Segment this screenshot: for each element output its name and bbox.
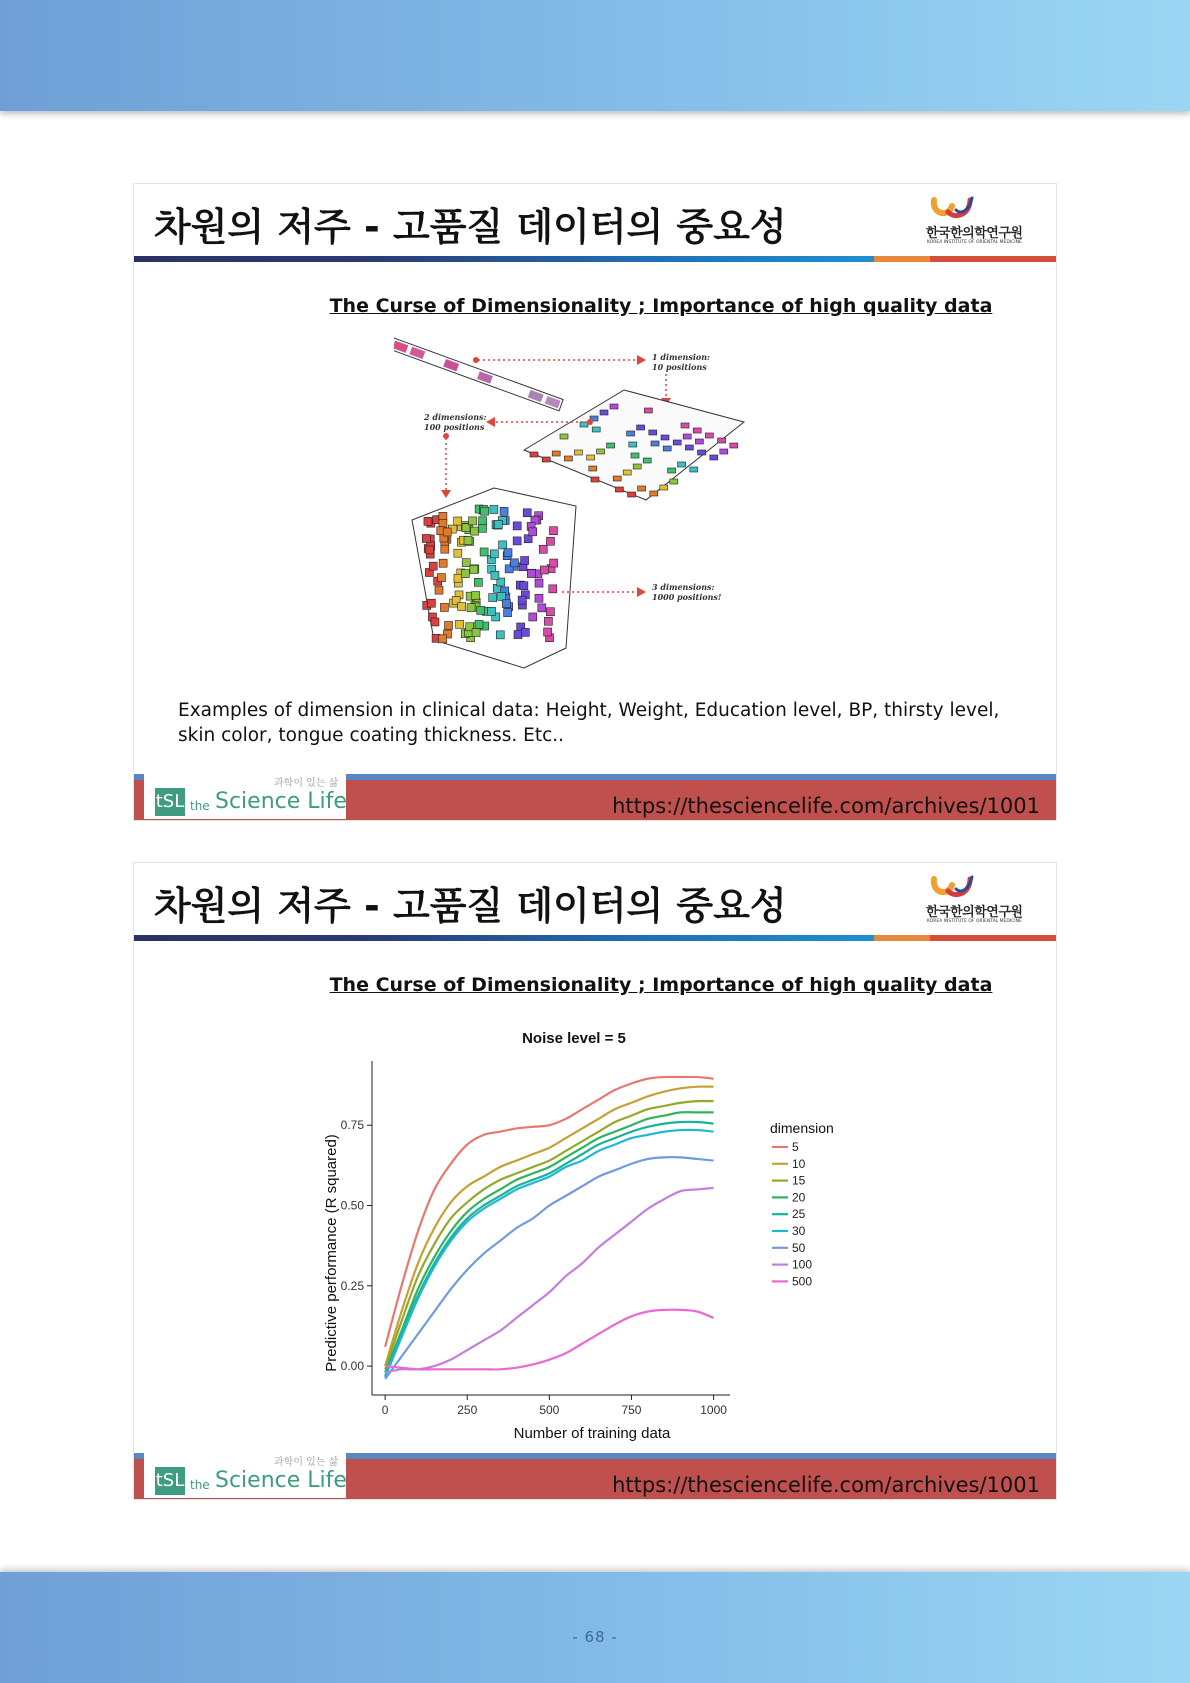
plate-cell [683, 434, 691, 439]
legend-label: 100 [792, 1257, 813, 1272]
cube-cell [454, 574, 462, 582]
cube-cell [513, 522, 521, 530]
slide-title: 차원의 저주 - 고품질 데이터의 중요성 [154, 884, 787, 928]
plate-cell [613, 476, 621, 481]
cube-cell [502, 600, 510, 608]
plate-cell [710, 455, 718, 460]
legend-label: 30 [792, 1224, 806, 1238]
cube-cell [481, 507, 489, 515]
plate-cell [542, 457, 550, 462]
cube-cell [500, 507, 508, 515]
legend-label: 5 [792, 1140, 799, 1154]
body-line-2: skin color, tongue coating thickness. Etc.. [178, 725, 565, 746]
plate-cell [644, 408, 652, 413]
cube-cell [477, 606, 485, 614]
cube-cell [488, 607, 496, 615]
cube-cell [479, 517, 487, 525]
cube-cell [470, 527, 478, 535]
legend-label: 500 [792, 1274, 813, 1289]
cube-cell [496, 631, 504, 639]
chart-title: Noise level = 5 [522, 1030, 626, 1047]
y-tick-label: 0.50 [340, 1198, 364, 1213]
plate-cell [610, 404, 618, 409]
noise-level-chart [314, 1023, 914, 1443]
plate-cell [670, 479, 678, 484]
series-line-15 [385, 1101, 713, 1369]
slide-2 [133, 862, 1057, 1500]
plate-cell [668, 468, 676, 473]
body-line-1: Examples of dimension in clinical data: Height, Weight, Education level, BP, thirsty level, [178, 700, 1000, 721]
plate-cell [718, 438, 726, 443]
cube-cell [504, 609, 512, 617]
cube-cell [546, 608, 554, 616]
svg-text:3 dimensions:: 3 dimensions: [652, 582, 715, 592]
cube-cell [540, 566, 548, 574]
slide-1 [133, 183, 1057, 821]
cube-cell [490, 505, 498, 513]
cube-cell [538, 604, 546, 612]
legend-label: 20 [792, 1190, 806, 1205]
slide-title: 차원의 저주 - 고품질 데이터의 중요성 [154, 205, 787, 249]
cube-cell [521, 557, 529, 565]
plate-cell [574, 450, 582, 455]
cube-cell [461, 570, 469, 578]
plate-cell [663, 446, 671, 451]
cube-cell [427, 599, 435, 607]
footer-url[interactable]: https://thesciencelife.com/archives/1001 [612, 1473, 1040, 1497]
svg-text:10 positions: 10 positions [652, 362, 707, 372]
cube-cell [424, 517, 432, 525]
plate-cell [638, 486, 646, 491]
logo-name: 한국한의학연구원 [926, 905, 1023, 920]
y-tick-label: 0.25 [340, 1278, 364, 1293]
plate-cell [661, 435, 669, 440]
cube-cell [431, 618, 439, 626]
cube-cell [454, 517, 462, 525]
kiom-logo-icon [926, 873, 986, 903]
kiom-logo [910, 194, 1040, 250]
cube-cell [475, 620, 483, 628]
cube-cell [458, 603, 466, 611]
cube-cell [456, 620, 464, 628]
plate-cell [552, 451, 560, 456]
science-life-logo: 과학이 있는 삶 tSL the Science Life [144, 772, 346, 819]
cube-cell [491, 571, 499, 579]
kiom-logo-icon [926, 194, 986, 224]
cube-cell [523, 509, 531, 517]
plate-cell [597, 449, 605, 454]
cube-cell [514, 631, 522, 639]
series-line-100 [385, 1188, 713, 1373]
cube-cell [426, 546, 434, 554]
plate-cell [627, 431, 635, 436]
plate-cell [678, 462, 686, 467]
page-number: - 68 - [572, 1628, 618, 1646]
footer-url[interactable]: https://thesciencelife.com/archives/1001 [612, 794, 1040, 818]
cube-cell [544, 617, 552, 625]
cube-cell [510, 559, 518, 567]
cube-cell [549, 527, 557, 535]
svg-text:1 dimension:: 1 dimension: [652, 352, 711, 362]
plate-cell [623, 470, 631, 475]
cube-cell [441, 545, 449, 553]
y-tick-label: 0.00 [340, 1359, 364, 1374]
cube-cell [422, 534, 430, 542]
plate-cell [607, 443, 615, 448]
plate-cell [591, 477, 599, 482]
legend-title: dimension [770, 1120, 834, 1136]
cube-cell [527, 570, 535, 578]
cube-cell [464, 537, 472, 545]
series-line-500 [385, 1310, 713, 1370]
cube-cell [535, 594, 543, 602]
plate-cell [730, 443, 738, 448]
svg-text:2 dimensions:: 2 dimensions: [424, 412, 487, 422]
cube-cell [520, 582, 528, 590]
cube-cell [470, 565, 478, 573]
plate-cell [695, 439, 703, 444]
plate-cell [681, 423, 689, 428]
cube-cell [467, 604, 475, 612]
cube-cell [439, 635, 447, 643]
svg-text:1000 positions!: 1000 positions! [652, 592, 722, 602]
x-tick-label: 500 [539, 1403, 560, 1417]
science-life-logo: 과학이 있는 삶 tSL the Science Life [144, 1451, 346, 1498]
plate-cell [637, 425, 645, 430]
plate-cell [631, 453, 639, 458]
plate-cell [592, 427, 600, 432]
logo-subtitle: KOREA INSTITUTE OF ORIENTAL MEDICINE [927, 919, 1022, 924]
legend-label: 15 [792, 1173, 806, 1188]
plate-cell [560, 434, 568, 439]
cube-cell [539, 545, 547, 553]
cube-cell [445, 622, 453, 630]
cube-cell [489, 594, 497, 602]
logo-subtitle: KOREA INSTITUTE OF ORIENTAL MEDICINE [927, 240, 1022, 245]
cube-cell [439, 559, 447, 567]
slide-subtitle: The Curse of Dimensionality ; Importance of high quality data [329, 295, 993, 317]
plate-cell [685, 445, 693, 450]
cube-cell [439, 512, 447, 520]
cube-cell [480, 548, 488, 556]
cube-cell [498, 592, 506, 600]
cube-cell [454, 549, 462, 557]
dimensionality-illustration [394, 330, 754, 690]
cube-cell [469, 517, 477, 525]
x-tick-label: 0 [381, 1403, 389, 1417]
cube-cell [437, 574, 445, 582]
plate-cell [587, 455, 595, 460]
y-tick-label: 0.75 [340, 1118, 364, 1133]
x-tick-label: 750 [621, 1403, 642, 1417]
cube-cell [521, 628, 529, 636]
plate-cell [649, 430, 657, 435]
series-line-10 [385, 1087, 713, 1367]
x-tick-label: 1000 [700, 1403, 727, 1417]
cube-cell [529, 613, 537, 621]
plate-cell [615, 487, 623, 492]
plate-cell [673, 440, 681, 445]
plate-cell [650, 491, 658, 496]
cube-cell [490, 550, 498, 558]
cube-cell [474, 578, 482, 586]
cube-cell [443, 528, 451, 536]
plate-cell [651, 441, 659, 446]
title-rule [134, 935, 1057, 941]
plate-cell [564, 456, 572, 461]
cube-cell [440, 603, 448, 611]
cube-cell [462, 559, 470, 567]
plate-cell [530, 452, 538, 457]
plate-cell [633, 464, 641, 469]
plate-cell [629, 442, 637, 447]
cube-cell [439, 520, 447, 528]
legend-label: 10 [792, 1156, 806, 1171]
cube-cell [535, 579, 543, 587]
cube-cell [504, 549, 512, 557]
cube-cell [529, 528, 537, 536]
cube-cell [499, 541, 507, 549]
x-axis-label: Number of training data [513, 1425, 671, 1442]
kiom-logo [910, 873, 1040, 929]
plate-cell [705, 433, 713, 438]
cube-cell [513, 537, 521, 545]
svg-text:100 positions: 100 positions [424, 422, 485, 432]
logo-name: 한국한의학연구원 [926, 226, 1023, 241]
plate-cell [643, 458, 651, 463]
legend-label: 25 [792, 1207, 806, 1222]
body-text [178, 698, 1028, 748]
plate-cell [720, 449, 728, 454]
plate-cell [698, 450, 706, 455]
cube-cell [494, 520, 502, 528]
cube-cell [472, 592, 480, 600]
y-axis-label: Predictive performance (R squared) [323, 1134, 340, 1372]
plate-cell [693, 428, 701, 433]
plate-cell [589, 466, 597, 471]
slide-subtitle: The Curse of Dimensionality ; Importance of high quality data [329, 974, 993, 996]
cube-cell [435, 586, 443, 594]
plate-cell [600, 410, 608, 415]
cube-cell [546, 537, 554, 545]
cube-cell [429, 562, 437, 570]
cube-cell [544, 628, 552, 636]
cube-cell [518, 596, 526, 604]
x-tick-label: 250 [457, 1403, 478, 1417]
cube-cell [479, 524, 487, 532]
plate-cell [660, 485, 668, 490]
cube-cell [550, 559, 558, 567]
cube-cell [549, 585, 557, 593]
title-rule [134, 256, 1057, 262]
plate-cell [690, 467, 698, 472]
plate-cell [628, 492, 636, 497]
legend-label: 50 [792, 1240, 806, 1255]
page-header-band [0, 0, 1190, 111]
cube-cell [472, 628, 480, 636]
series-line-5 [385, 1077, 713, 1347]
